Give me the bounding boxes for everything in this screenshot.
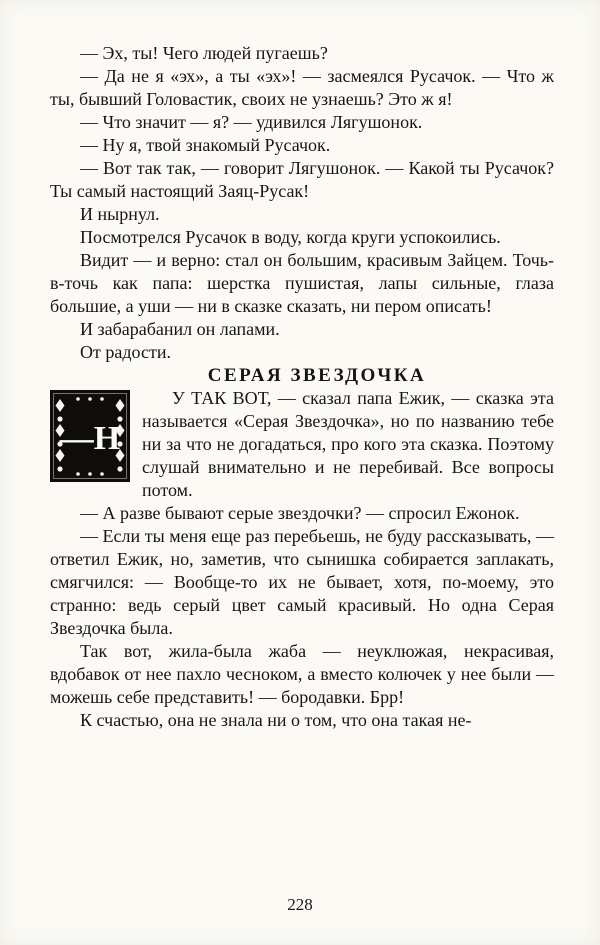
- dropcap-letter: —Н: [59, 420, 121, 457]
- paragraph: — Да не я «эх», а ты «эх»! — засмеялся Русачок. — Что ж ты, бывший Головастик, своих не узнаешь? Это ж я!: [50, 66, 554, 109]
- paragraph: Так вот, жила-была жаба — неуклюжая, некрасивая, вдобавок от нее пахло чесноком, а вместо колючек у нее были — можешь себе представить! — бородавки. Брр!: [50, 641, 554, 707]
- paragraph: Посмотрелся Русачок в воду, когда круги успокоились.: [80, 227, 501, 247]
- paragraph: К счастью, она не знала ни о том, что она такая не-: [80, 710, 472, 730]
- paragraph: И забарабанил он лапами.: [80, 319, 280, 339]
- paragraph: — А разве бывают серые звездочки? — спросил Ежонок.: [80, 503, 520, 523]
- chapter-title: СЕРАЯ ЗВЕЗДОЧКА: [207, 365, 427, 386]
- page-number: 228: [287, 895, 313, 914]
- paragraph: — Что значит — я? — удивился Лягушонок.: [80, 112, 423, 132]
- paragraph: — Эх, ты! Чего людей пугаешь?: [80, 43, 328, 63]
- previous-story-ending: [50, 42, 554, 364]
- paragraph: — Если ты меня еще раз перебьешь, не буду рассказывать, — ответил Ежик, но, заметив, что сынишка собирается заплакать, смягчился: — Вообще-то их не бывает, хотя, по-моему, это странно: ведь серый цвет самый красивый. Но одна Серая Звездочка была.: [50, 526, 554, 638]
- opening-paragraph: [50, 387, 554, 502]
- dropcap-ornament-icon: [50, 390, 130, 482]
- paragraph: И нырнул.: [80, 204, 160, 224]
- paragraph: От радости.: [80, 342, 171, 362]
- paragraph: — Вот так так, — говорит Лягушонок. — Какой ты Русачок? Ты самый настоящий Заяц-Русак!: [50, 158, 554, 201]
- paragraph: — Ну я, твой знакомый Русачок.: [80, 135, 331, 155]
- chapter-serая-zvezdochka: [50, 364, 554, 732]
- paragraph: Видит — и верно: стал он большим, красивым Зайцем. Точь-в-точь как папа: шерстка пушистая, лапы сильные, глаза большие, а уши — ни в сказке сказать, ни пером описать!: [50, 250, 554, 316]
- opening-text: У ТАК ВОТ, — сказал папа Ежик, — сказка эта называется «Серая Звездочка», но по названию тебе ни за что не догадаться, про кого эта сказка. Поэтому слушай внимательно и не перебивай. Все вопросы потом.: [142, 388, 554, 500]
